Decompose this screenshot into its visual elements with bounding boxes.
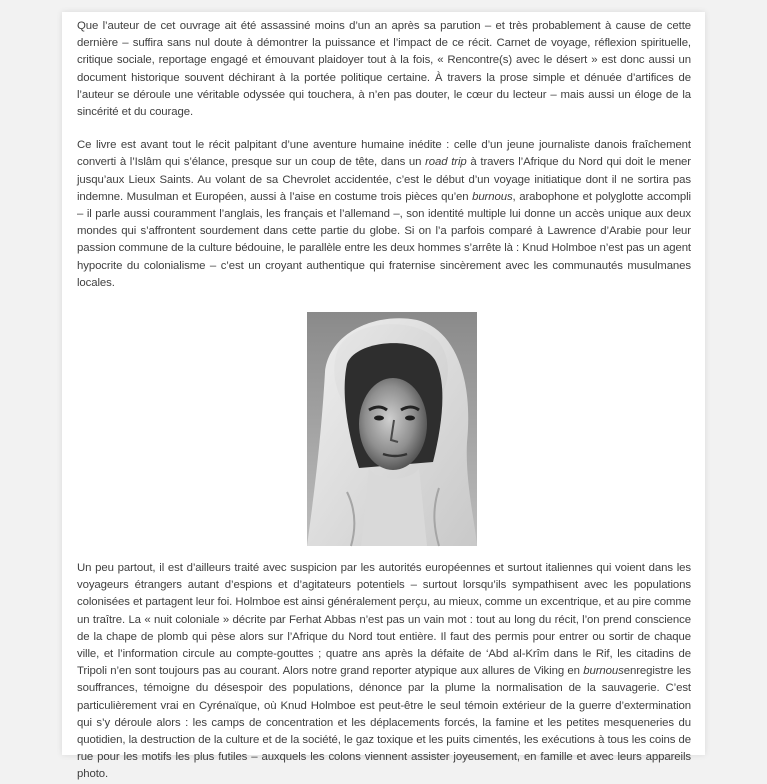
paragraph-2-text-2: à travers l’Afrique du Nord qui doit le mener jusqu’aux Lieux Saints. Au volant de sa Chevrolet accidentée, c’est le début d’un voyage initiatique dont il ne sortira pas indemne. Musulman et Européen, aussi à l’aise en costume trois pièces qu’en [77, 156, 691, 203]
robe-front [361, 468, 427, 546]
article-paragraph-3 [77, 560, 691, 784]
paragraph-3-italic-burnous: burnous [583, 665, 624, 678]
portrait-image [307, 312, 477, 546]
article-paragraph-2 [77, 137, 691, 292]
left-eye [374, 416, 384, 421]
article-body [77, 18, 691, 784]
paragraph-3-text-2: enregistre les souffrances, témoigne du désespoir des populations, dénonce par la plume la normalisation de la sauvagerie. C’est particulièrement vrai en Cyrénaïque, où Knud Holmboe est peut-être le seul témoin extérieur de la guerre d’extermination qui s’y déroule alors : les camps de concentration et les déplacements forcés, la famine et les petites mesqueneries du quotidien, la destruction de la culture et de la société, le gaz toxique et les puits cimentés, les exécutions à tous les coins de rue pour les motifs les plus futiles – auxquels les colons viennent assister joyeusement, en famille et avec leurs appareils photo. [77, 665, 691, 781]
page-sheet [62, 12, 705, 781]
paragraph-2-italic-road-trip: road trip [425, 156, 467, 169]
paragraph-2-italic-burnous: burnous [472, 190, 513, 203]
article-paragraph-1: Que l’auteur de cet ouvrage ait été assassiné moins d’un an après sa parution – et très probablement à cause de cette dernière – suffira sans nul doute à démontrer la puissance et l’impact de ce récit. Carnet de voyage, réflexion spirituelle, critique sociale, reportage engagé et émouvant plaidoyer tout à la fois, « Rencontre(s) avec le désert » est donc aussi un document historique souvent déchirant à la portée politique certaine. À travers la prose simple et dénuée d’artifices de l’auteur se déroule une véritable odyssée qui touchera, à n’en pas douter, le cœur du lecteur – mais aussi un éloge de la sincérité et du courage. [77, 20, 691, 119]
author-portrait-photo [307, 312, 477, 546]
paragraph-2-text-3: , arabophone et polyglotte accompli – il parle aussi couramment l’anglais, les français et l’allemand –, son identité multiple lui donne un accès unique aux deux mondes qui s’affrontent sourdement dans cette partie du globe. Si on l’a parfois comparé à Lawrence d’Arabie pour leur passion commune de la culture bédouine, le parallèle entre les deux hommes s’arrête là : Knud Holmboe n’est pas un agent hypocrite du colonialisme – c’est un croyant authentique qui fraternise sincèrement avec les communautés musulmanes locales. [77, 190, 691, 289]
paragraph-2-text-1: Ce livre est avant tout le récit palpitant d’une aventure humaine inédite : celle d’un jeune journaliste danois fraîchement converti à l’Islâm qui s’élance, presque sur un coup de tête, dans un [77, 139, 691, 169]
paragraph-3-text-1: Un peu partout, il est d’ailleurs traité avec suspicion par les autorités européennes et surtout italiennes qui voient dans les voyageurs étrangers autant d’espions et d’agitateurs potentiels – surtout lorsqu’ils sympathisent avec les populations colonisées et partagent leur foi. Holmboe est ainsi généralement perçu, au mieux, comme un excentrique, et au pire comme un traître. La « nuit coloniale » décrite par Ferhat Abbas n’est pas un vain mot : tout au long du récit, l’on prend conscience de la chape de plomb qui pèse alors sur l’Afrique du Nord tout entière. Il faut des permis pour entrer ou sortir de chaque ville, et l’information circule au compte-gouttes ; quatre ans après la défaite de ‘Abd al-Krîm dans le Rif, les citadins de Tripoli n’en sont toujours pas au courant. Alors notre grand reporter atypique aux allures de Viking en [77, 562, 691, 678]
right-eye [405, 416, 415, 421]
